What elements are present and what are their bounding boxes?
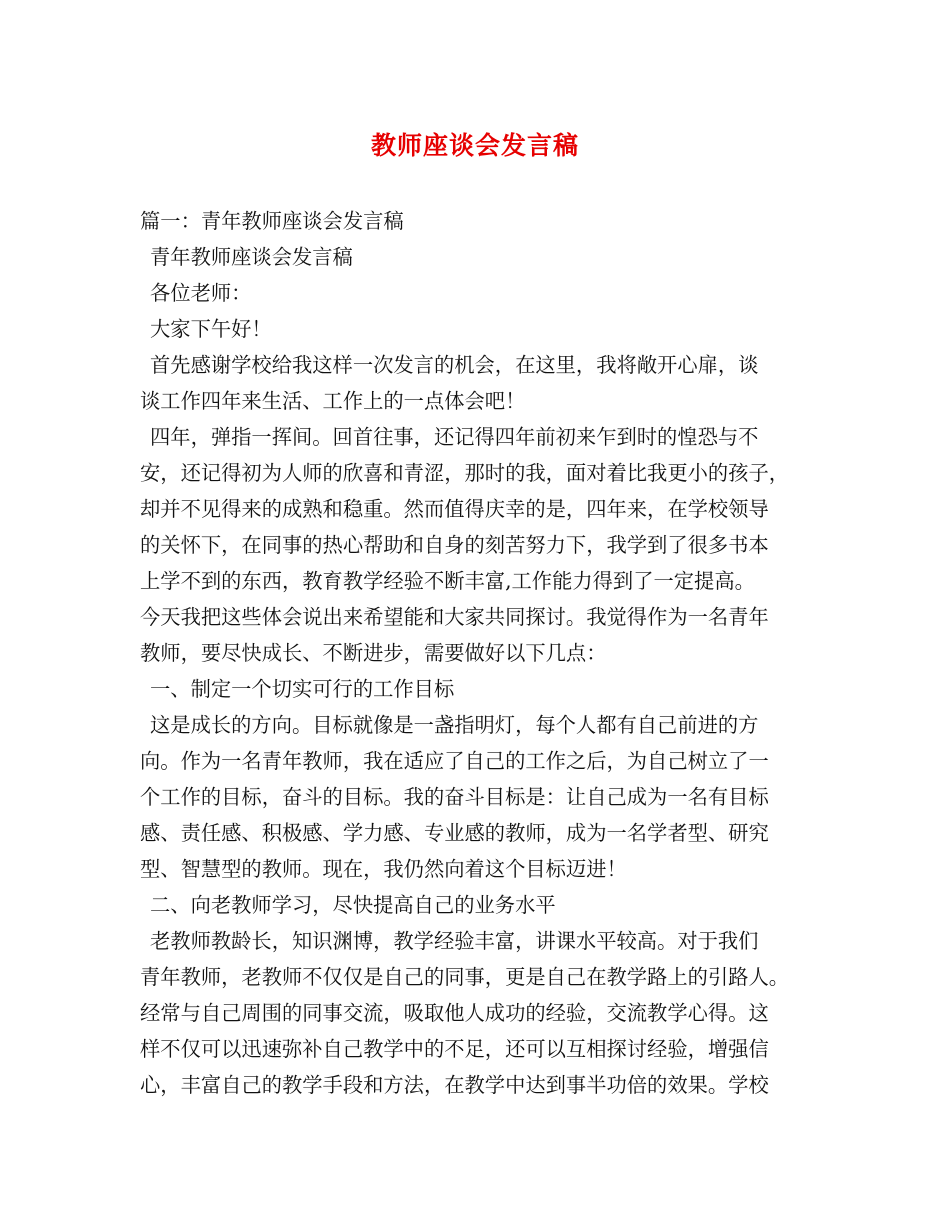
text-line: 向。作为一名青年教师，我在适应了自己的工作之后，为自己树立了一 bbox=[140, 749, 769, 773]
text-line: 却并不见得来的成熟和稳重。然而值得庆幸的是，四年来，在学校领导 bbox=[140, 497, 769, 521]
text-line-point-heading: 二、向老教师学习，尽快提高自己的业务水平 bbox=[150, 893, 556, 917]
text-line: 的关怀下，在同事的热心帮助和自身的刻苦努力下，我学到了很多书本 bbox=[140, 533, 769, 557]
text-line: 四年，弹指一挥间。回首往事，还记得四年前初来乍到时的惶恐与不 bbox=[150, 425, 759, 449]
text-line-section-heading: 篇一：青年教师座谈会发言稿 bbox=[140, 209, 404, 233]
text-line: 谈工作四年来生活、工作上的一点体会吧！ bbox=[140, 389, 526, 413]
text-line-salutation: 各位老师： bbox=[150, 281, 252, 305]
text-line: 教师，要尽快成长、不断进步，需要做好以下几点： bbox=[140, 641, 607, 665]
text-line: 型、智慧型的教师。现在，我仍然向着这个目标迈进！ bbox=[140, 857, 627, 881]
text-line: 经常与自己周围的同事交流，吸取他人成功的经验，交流教学心得。这 bbox=[140, 1001, 769, 1025]
text-line: 感、责任感、积极感、学力感、专业感的教师，成为一名学者型、研究 bbox=[140, 821, 769, 845]
text-line: 安，还记得初为人师的欣喜和青涩，那时的我，面对着比我更小的孩子， bbox=[140, 461, 790, 485]
text-line: 今天我把这些体会说出来希望能和大家共同探讨。我觉得作为一名青年 bbox=[140, 605, 769, 629]
text-line: 首先感谢学校给我这样一次发言的机会，在这里，我将敞开心扉，谈 bbox=[150, 353, 759, 377]
text-line: 心，丰富自己的教学手段和方法，在教学中达到事半功倍的效果。学校 bbox=[140, 1073, 769, 1097]
document-title: 教师座谈会发言稿 bbox=[370, 131, 579, 160]
text-line-subtitle: 青年教师座谈会发言稿 bbox=[150, 245, 353, 269]
text-line: 样不仅可以迅速弥补自己教学中的不足，还可以互相探讨经验，增强信 bbox=[140, 1037, 769, 1061]
text-line-greeting: 大家下午好！ bbox=[150, 317, 272, 341]
text-line: 个工作的目标，奋斗的目标。我的奋斗目标是：让自己成为一名有目标 bbox=[140, 785, 769, 809]
text-line-point-heading: 一、制定一个切实可行的工作目标 bbox=[150, 677, 455, 701]
text-line: 青年教师，老教师不仅仅是自己的同事，更是自己在教学路上的引路人。 bbox=[140, 965, 790, 989]
text-line: 老教师教龄长，知识渊博，教学经验丰富，讲课水平较高。对于我们 bbox=[150, 929, 759, 953]
document-body bbox=[140, 203, 816, 1103]
text-line: 这是成长的方向。目标就像是一盏指明灯，每个人都有自己前进的方 bbox=[150, 713, 759, 737]
text-line: 上学不到的东西，教育教学经验不断丰富,工作能力得到了一定提高。 bbox=[140, 569, 755, 593]
